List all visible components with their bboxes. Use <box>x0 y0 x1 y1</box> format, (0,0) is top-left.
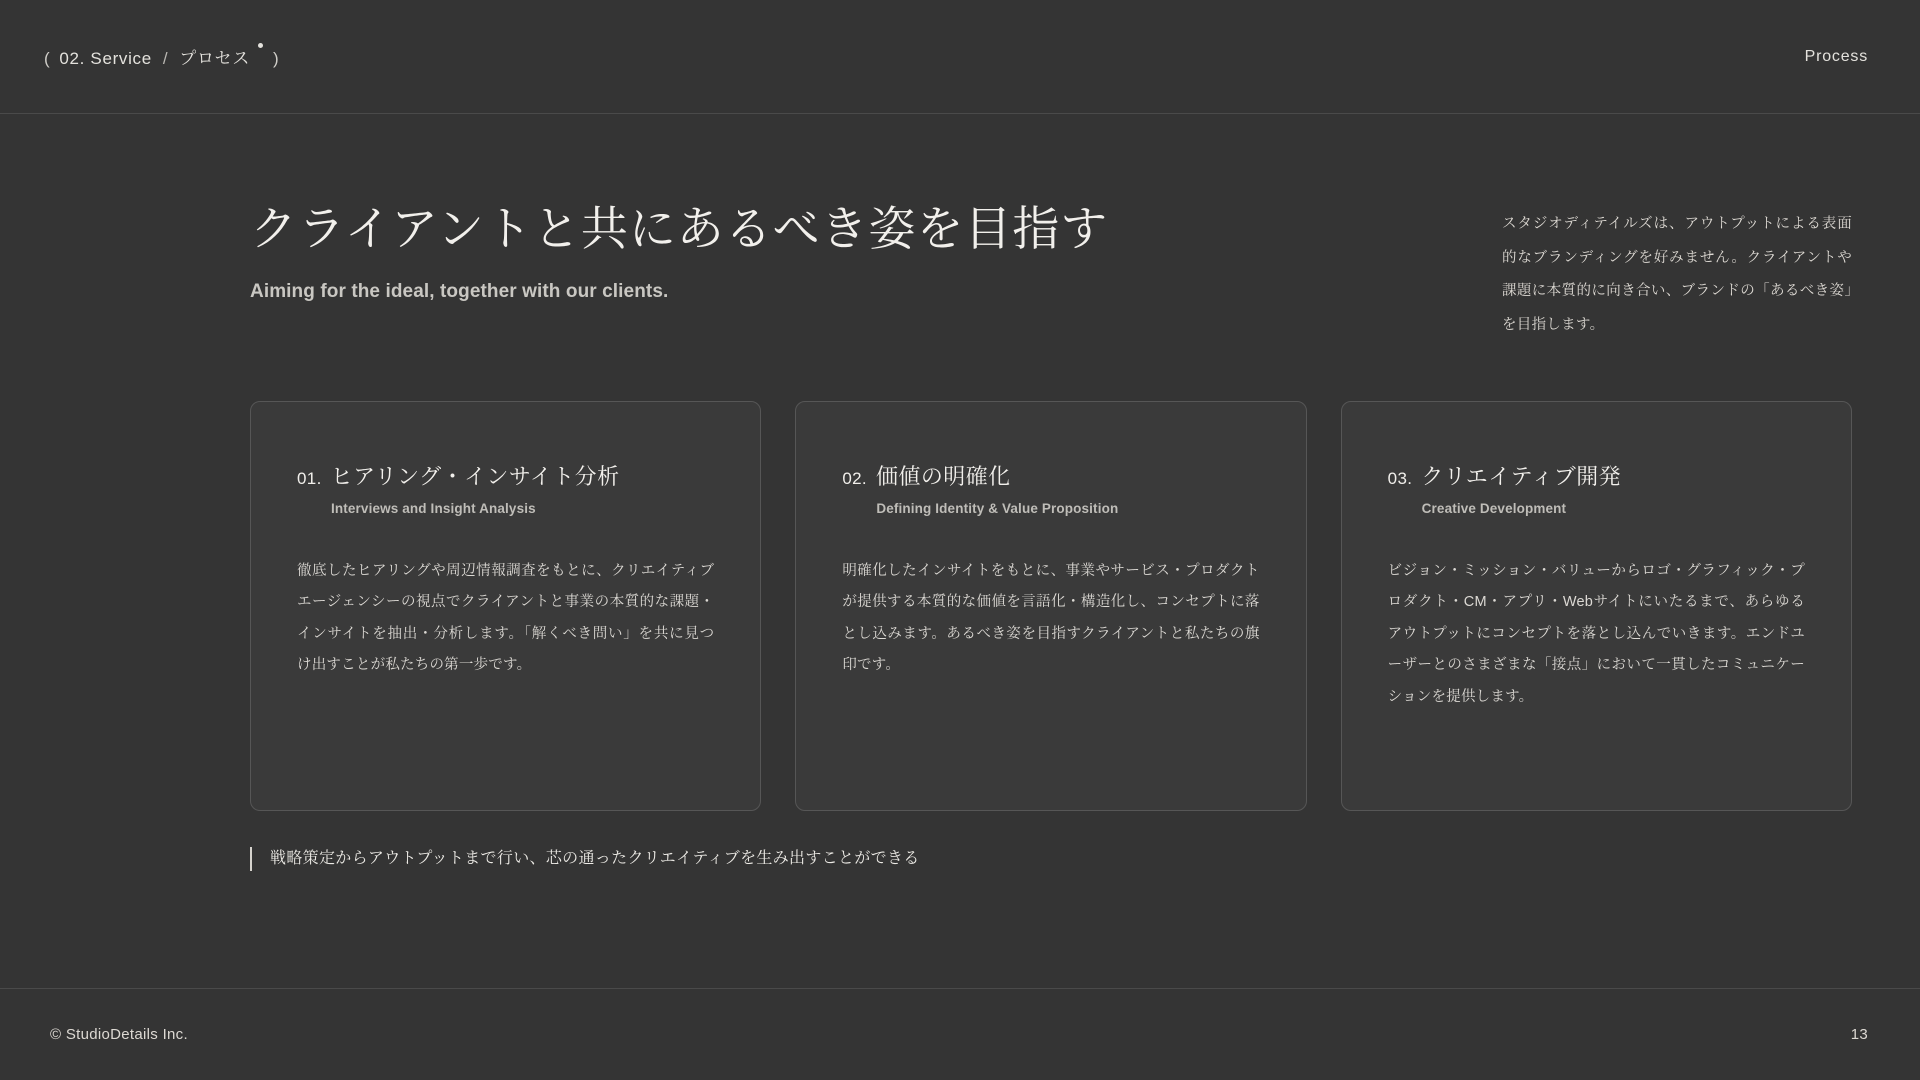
slide-footer <box>0 988 1920 1080</box>
card-number: 01. <box>297 468 322 488</box>
intro-paragraph: スタジオディテイルズは、アウトプットによる表面的なブランディングを好みません。クライアントや課題に本質的に向き合い、ブランドの「あるべき姿」を目指します。 <box>1502 216 1852 333</box>
slide-body <box>0 114 1920 988</box>
active-dot-icon <box>258 43 263 48</box>
card-number: 02. <box>842 468 867 488</box>
card-title-en: Interviews and Insight Analysis <box>331 500 536 516</box>
page-number: 13 <box>1850 1026 1868 1043</box>
slide-header <box>0 0 1920 114</box>
card-body-text: ビジョン・ミッション・バリューからロゴ・グラフィック・プロダクト・CM・アプリ・Webサイトにいたるまで、あらゆるアウトプットにコンセプトを落とし込んでいきます。エンドユーザーとのさまざまな「接点」において一貫したコミュニケーションを提供します。 <box>1387 562 1805 705</box>
breadcrumb <box>44 44 279 69</box>
breadcrumb-section-name-text: プロセス <box>179 49 251 68</box>
card-number: 03. <box>1387 468 1413 488</box>
process-card-list <box>250 401 1852 811</box>
process-card <box>250 401 761 811</box>
card-heading <box>297 460 714 491</box>
process-card <box>795 401 1306 811</box>
card-body-text: 徹底したヒアリングや周辺情報調査をもとに、クリエイティブエージェンシーの視点でクライアントと事業の本質的な課題・インサイトを抽出・分析します。「解くべき問い」を共に見つけ出すことが私たちの第一歩です。 <box>297 562 715 674</box>
page-subtitle: Aiming for the ideal, together with our clients. <box>250 280 669 302</box>
copyright-text: © StudioDetails Inc. <box>50 1026 188 1043</box>
process-card <box>1341 401 1852 811</box>
breadcrumb-open-paren: ( <box>44 49 51 68</box>
card-body-text: 明確化したインサイトをもとに、事業やサービス・プロダクトが提供する本質的な価値を言語化・構造化し、コンセプトに落とし込みます。あるべき姿を目指すクライアントと私たちの旗印です。 <box>842 562 1260 674</box>
card-heading <box>1388 460 1805 491</box>
card-title-jp: クリエイティブ開発 <box>1421 463 1622 489</box>
title-row <box>250 114 1852 343</box>
breadcrumb-section-name <box>179 44 264 69</box>
card-heading <box>842 460 1259 491</box>
header-section-label: Process <box>1804 47 1868 65</box>
card-title-jp: 価値の明確化 <box>875 463 1011 489</box>
title-block <box>250 200 1108 303</box>
breadcrumb-separator: / <box>162 49 169 68</box>
card-title-en: Creative Development <box>1421 500 1567 516</box>
card-title-en: Defining Identity & Value Proposition <box>876 500 1119 516</box>
card-title-jp: ヒアリング・インサイト分析 <box>330 463 620 489</box>
breadcrumb-section-number: 02. Service <box>59 49 152 68</box>
breadcrumb-close-paren: ) <box>273 49 280 68</box>
page-title: クライアントと共にあるべき姿を目指す <box>250 202 1109 255</box>
summary-callout: 戦略策定からアウトプットまで行い、芯の通ったクリエイティブを生み出すことができる <box>250 847 1852 871</box>
